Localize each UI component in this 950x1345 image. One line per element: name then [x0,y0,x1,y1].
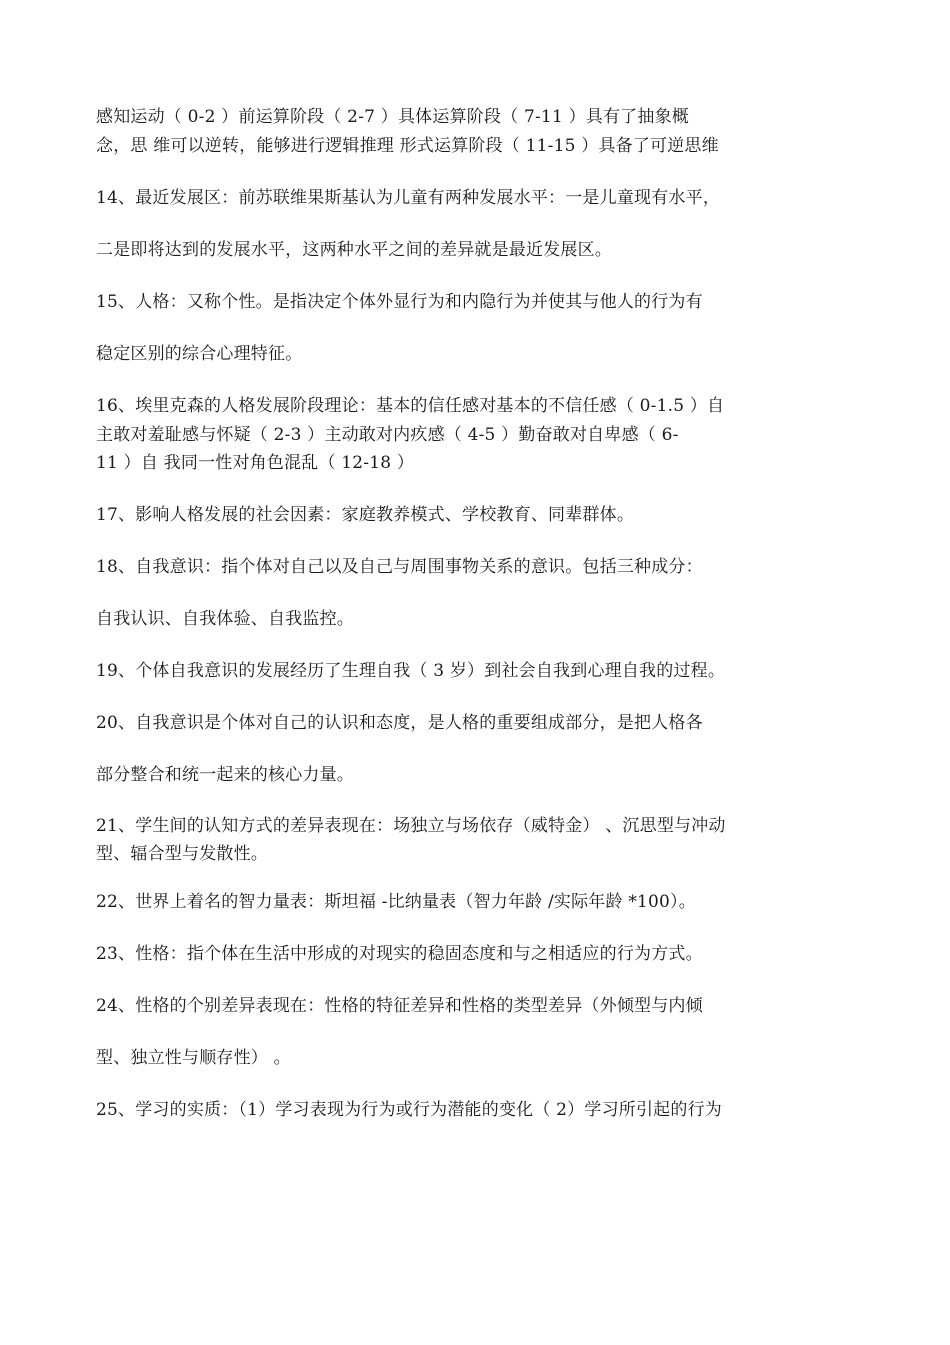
text-line: 19、个体自我意识的发展经历了生理自我（ 3 岁）到社会自我到心理自我的过程。 [96,661,726,681]
text-line: 16、埃里克森的人格发展阶段理论：基本的信任感对基本的不信任感（ 0-1.5 ）自 [96,396,725,416]
text-line: 23、性格：指个体在生活中形成的对现实的稳固态度和与之相适应的行为方式。 [96,944,703,964]
text-line: 感知运动（ 0-2 ）前运算阶段（ 2-7 ）具体运算阶段（ 7-11 ）具有了抽象概 [96,107,689,127]
text-line: 主敢对羞耻感与怀疑（ 2-3 ）主动敢对内疚感（ 4-5 ）勤奋敢对自卑感（ 6- [96,425,679,445]
text-line: 14、最近发展区：前苏联维果斯基认为儿童有两种发展水平：一是儿童现有水平， [96,188,721,208]
text-line: 15、人格：又称个性。是指决定个体外显行为和内隐行为并使其与他人的行为有 [96,292,703,312]
text-line: 22、世界上着名的智力量表：斯坦福 -比纳量表（智力年龄 /实际年龄 *100）。 [96,892,696,912]
text-line: 自我认识、自我体验、自我监控。 [96,609,354,629]
text-line: 21、学生间的认知方式的差异表现在：场独立与场依存（威特金） 、沉思型与冲动 [96,816,726,836]
text-line: 24、性格的个别差异表现在：性格的特征差异和性格的类型差异（外倾型与内倾 [96,996,703,1016]
text-line: 稳定区别的综合心理特征。 [96,344,303,364]
text-line: 17、影响人格发展的社会因素：家庭教养模式、学校教育、同辈群体。 [96,505,635,525]
text-line: 型、独立性与顺存性） 。 [96,1048,291,1068]
text-line: 18、自我意识：指个体对自己以及自己与周围事物关系的意识。包括三种成分： [96,557,703,577]
text-line: 念，思 维可以逆转，能够进行逻辑推理 形式运算阶段（ 11-15 ）具备了可逆思维 [96,136,719,156]
text-line: 部分整合和统一起来的核心力量。 [96,765,354,785]
text-line: 型、辐合型与发散性。 [96,844,268,864]
text-line: 二是即将达到的发展水平，这两种水平之间的差异就是最近发展区。 [96,240,612,260]
text-line: 11 ）自 我同一性对角色混乱（ 12-18 ） [96,453,415,473]
text-line: 25、学习的实质：（1）学习表现为行为或行为潜能的变化（ 2）学习所引起的行为 [96,1100,722,1120]
text-line: 20、自我意识是个体对自己的认识和态度，是人格的重要组成部分，是把人格各 [96,713,703,733]
